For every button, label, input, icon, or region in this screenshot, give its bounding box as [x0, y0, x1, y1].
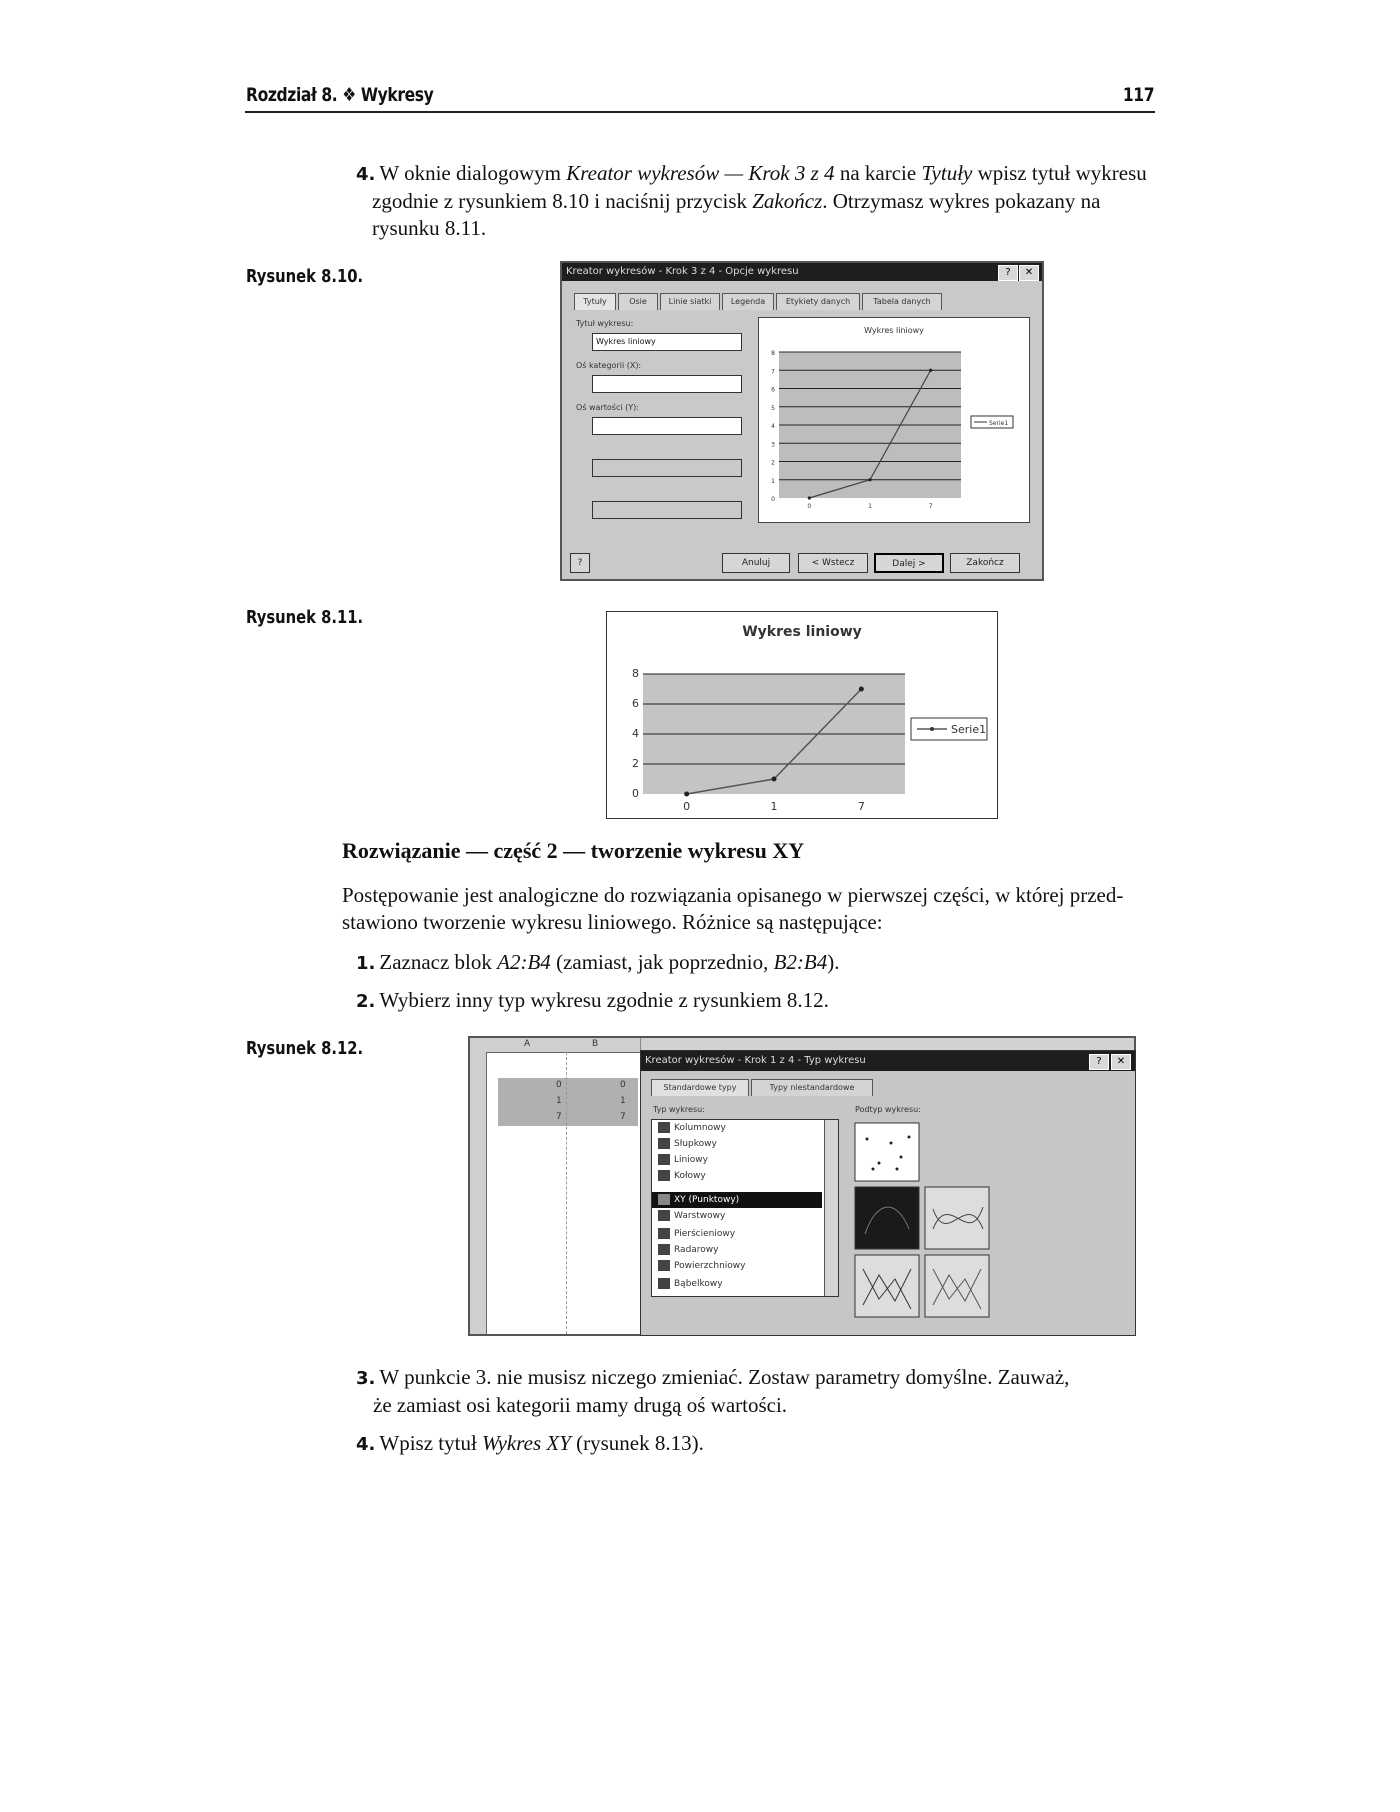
tab-legend[interactable]: Legenda	[722, 293, 774, 310]
subtype-scatter-smooth-selected	[855, 1187, 919, 1249]
step-1-paragraph	[356, 949, 839, 977]
value-axis-input[interactable]	[592, 417, 742, 435]
chart-wizard-step3-dialog	[560, 261, 1044, 581]
header-rule	[245, 111, 1155, 113]
tab-axes[interactable]: Osie	[618, 293, 658, 310]
subtype-scatter-lines-markers	[855, 1255, 919, 1317]
scatter-chart-icon	[658, 1194, 670, 1205]
step-4b-paragraph	[356, 1430, 704, 1458]
step-number: 1.	[356, 953, 376, 974]
row-headers	[470, 1052, 487, 1334]
chart-type-name: Słupkowy	[674, 1139, 717, 1149]
next-button[interactable]: Dalej >	[874, 553, 944, 573]
text: wpisz tytuł wykresu zgodnie z rysunkiem 8.10 i naciśnij przycisk	[372, 161, 1147, 213]
italic-text: Kreator wykresów — Krok 3 z 4	[566, 161, 835, 185]
chart-type-name: Powierzchniowy	[674, 1261, 746, 1271]
text: ).	[827, 950, 840, 974]
preview-legend-label: Serie1	[989, 420, 1009, 427]
page-number: 117	[1122, 84, 1154, 106]
data-point	[772, 777, 777, 782]
chart-title: Wykres liniowy	[742, 624, 862, 640]
subtype-scatter-markers	[855, 1123, 919, 1181]
chart-preview	[758, 317, 1030, 523]
preview-y-tick-label: 1	[771, 477, 775, 485]
figure-caption: Rysunek 8.12.	[246, 1038, 364, 1059]
chart-type-name: Bąbelkowy	[674, 1279, 723, 1289]
y-tick-label: 8	[632, 667, 639, 680]
chart-type-item[interactable]	[658, 1152, 708, 1168]
line-chart-figure	[606, 611, 998, 819]
text: W punkcie 3. nie musisz niczego zmieniać. Zostaw parametry domyślne. Zauważ,	[379, 1365, 1070, 1389]
chart-type-item[interactable]	[658, 1242, 719, 1258]
text: (rysunek 8.13).	[570, 1431, 704, 1455]
preview-y-tick-label: 3	[771, 441, 775, 449]
list-scrollbar[interactable]	[824, 1120, 838, 1296]
figure-caption: Rysunek 8.11.	[246, 607, 364, 628]
preview-data-point	[868, 478, 871, 481]
back-button[interactable]: < Wstecz	[798, 553, 868, 573]
y-tick-label: 0	[632, 787, 639, 800]
data-point	[684, 792, 689, 797]
step-3-paragraph	[356, 1364, 1156, 1419]
chart-type-item[interactable]	[658, 1276, 723, 1292]
column-header-a[interactable]: A	[524, 1039, 531, 1049]
close-button[interactable]: ✕	[1019, 265, 1039, 281]
chart-title-input[interactable]: Wykres liniowy	[592, 333, 742, 351]
text: . Otrzymasz wykres pokazany na rysunku 8.11.	[372, 189, 1101, 240]
italic-text: Wykres XY	[482, 1431, 571, 1455]
help-button[interactable]: ?	[998, 265, 1018, 281]
chart-type-item[interactable]	[658, 1168, 706, 1184]
legend-label: Serie1	[951, 723, 987, 736]
text: Zaznacz blok	[379, 950, 498, 974]
step-2-paragraph	[356, 987, 829, 1015]
cell-a4[interactable]: 7	[556, 1112, 562, 1122]
chart-type-name: Warstwowy	[674, 1211, 726, 1221]
category-axis-label: Oś kategorii (X):	[576, 361, 642, 370]
second-value-axis-input[interactable]	[592, 501, 742, 519]
chart-type-name: Kolumnowy	[674, 1123, 726, 1133]
text: Wybierz inny typ wykresu zgodnie z rysunkiem 8.12.	[379, 988, 829, 1012]
step-number: 2.	[356, 991, 376, 1012]
cell-b2[interactable]: 0	[620, 1080, 626, 1090]
data-point	[859, 687, 864, 692]
chart-subtype-gallery[interactable]	[853, 1119, 1123, 1319]
category-axis-input[interactable]	[592, 375, 742, 393]
preview-x-tick-label: 7	[928, 503, 933, 510]
chart-type-name: Liniowy	[674, 1155, 708, 1165]
surface-chart-icon	[658, 1260, 670, 1271]
section-heading: Rozwiązanie — część 2 — tworzenie wykresu XY	[342, 838, 805, 863]
tab-gridlines[interactable]: Linie siatki	[660, 293, 720, 310]
intro-line: stawiono tworzenie wykresu liniowego. Różnice są następujące:	[342, 910, 883, 934]
area-chart-icon	[658, 1210, 670, 1221]
chart-type-item[interactable]	[658, 1226, 735, 1242]
line-chart-icon	[658, 1154, 670, 1165]
preview-y-tick-label: 2	[771, 459, 775, 467]
step-number: 4.	[356, 1434, 376, 1455]
cell-a3[interactable]: 1	[556, 1096, 562, 1106]
figure-caption: Rysunek 8.10.	[246, 266, 364, 287]
preview-y-tick-label: 7	[771, 368, 775, 376]
step-number: 3.	[356, 1368, 376, 1389]
second-category-axis-input[interactable]	[592, 459, 742, 477]
running-header-chapter: Rozdział 8. ❖ Wykresy	[246, 84, 434, 106]
bar-chart-icon	[658, 1138, 670, 1149]
x-tick-label: 0	[683, 800, 691, 813]
tab-titles[interactable]: Tytuły	[574, 293, 616, 310]
spreadsheet	[470, 1038, 641, 1334]
tab-custom-types[interactable]: Typy niestandardowe	[751, 1079, 873, 1096]
chart-type-list[interactable]	[651, 1119, 839, 1297]
y-tick-label: 6	[632, 697, 639, 710]
step-number: 4.	[356, 164, 376, 185]
finish-button[interactable]: Zakończ	[950, 553, 1020, 573]
x-tick-label: 7	[857, 800, 865, 813]
bubble-chart-icon	[658, 1278, 670, 1289]
excel-with-chart-wizard	[468, 1036, 1136, 1336]
legend-marker	[930, 727, 934, 731]
preview-y-tick-label: 0	[771, 496, 775, 503]
chart-subtype-label: Podtyp wykresu:	[855, 1105, 921, 1114]
preview-x-tick-label: 1	[868, 503, 872, 510]
cell-b3[interactable]: 1	[620, 1096, 626, 1106]
text: Wpisz tytuł	[379, 1431, 483, 1455]
preview-y-tick-label: 8	[771, 350, 775, 357]
step-3-line2: że zamiast osi kategorii mamy drugą oś wartości.	[373, 1393, 788, 1417]
cell-b4[interactable]: 7	[620, 1112, 626, 1122]
chart-type-name: Kołowy	[674, 1171, 706, 1181]
step-4-paragraph	[356, 160, 1162, 242]
intro-line: Postępowanie jest analogiczne do rozwiązania opisanego w pierwszej części, w której przed-	[342, 883, 1124, 907]
intro-paragraph	[342, 882, 1162, 936]
preview-plot	[759, 318, 1029, 522]
x-tick-label: 1	[770, 800, 778, 813]
chart-type-name: Pierścieniowy	[674, 1229, 736, 1239]
dialog-title-bar: Kreator wykresów - Krok 1 z 4 - Typ wykresu	[641, 1051, 1135, 1071]
preview-y-tick-label: 5	[771, 404, 775, 412]
subtype-scatter-straight-lines	[925, 1255, 989, 1317]
italic-text: Tytuły	[921, 161, 973, 185]
pie-chart-icon	[658, 1170, 670, 1181]
preview-data-point	[929, 369, 932, 372]
close-button[interactable]: ✕	[1111, 1054, 1131, 1070]
doughnut-chart-icon	[658, 1228, 670, 1239]
column-header-row	[470, 1038, 640, 1053]
column-header-b[interactable]: B	[592, 1039, 599, 1049]
preview-y-tick-label: 4	[771, 423, 775, 430]
selected-range[interactable]	[498, 1078, 638, 1126]
chart-type-name: XY (Punktowy)	[674, 1195, 740, 1205]
column-chart-icon	[658, 1122, 670, 1133]
chart-svg	[607, 612, 997, 818]
preview-y-tick-label: 6	[771, 386, 775, 394]
text: W oknie dialogowym	[379, 161, 567, 185]
chart-title-label: Tytuł wykresu:	[576, 319, 634, 328]
gridline	[566, 1052, 567, 1334]
chart-type-item[interactable]	[658, 1120, 726, 1136]
help-button[interactable]: ?	[1089, 1054, 1109, 1070]
chart-type-item[interactable]	[658, 1258, 746, 1274]
italic-text: B2:B4	[773, 950, 828, 974]
cell-a2[interactable]: 0	[556, 1080, 562, 1090]
office-assistant-button[interactable]: ?	[570, 553, 590, 573]
preview-data-point	[808, 496, 811, 499]
preview-x-tick-label: 0	[807, 503, 812, 510]
tab-data-table[interactable]: Tabela danych	[862, 293, 942, 310]
chart-type-item[interactable]	[658, 1208, 725, 1224]
value-axis-label: Oś wartości (Y):	[576, 403, 639, 412]
text: na karcie	[834, 161, 922, 185]
chart-type-item-selected[interactable]	[658, 1192, 739, 1208]
chart-type-item[interactable]	[658, 1136, 717, 1152]
y-tick-label: 2	[632, 757, 639, 770]
dialog-title-bar: Kreator wykresów - Krok 3 z 4 - Opcje wykresu	[562, 263, 1042, 281]
preview-title: Wykres liniowy	[864, 326, 924, 335]
radar-chart-icon	[658, 1244, 670, 1255]
chart-type-name: Radarowy	[674, 1245, 719, 1255]
text: (zamiast, jak poprzednio,	[550, 950, 774, 974]
chart-wizard-step1-dialog	[640, 1050, 1136, 1336]
italic-text: A2:B4	[497, 950, 551, 974]
tab-standard-types[interactable]: Standardowe typy	[651, 1079, 749, 1096]
tab-data-labels[interactable]: Etykiety danych	[776, 293, 860, 310]
y-tick-label: 4	[632, 727, 639, 740]
italic-text: Zakończ	[752, 189, 823, 213]
chart-type-label: Typ wykresu:	[653, 1105, 705, 1114]
cancel-button[interactable]: Anuluj	[722, 553, 790, 573]
